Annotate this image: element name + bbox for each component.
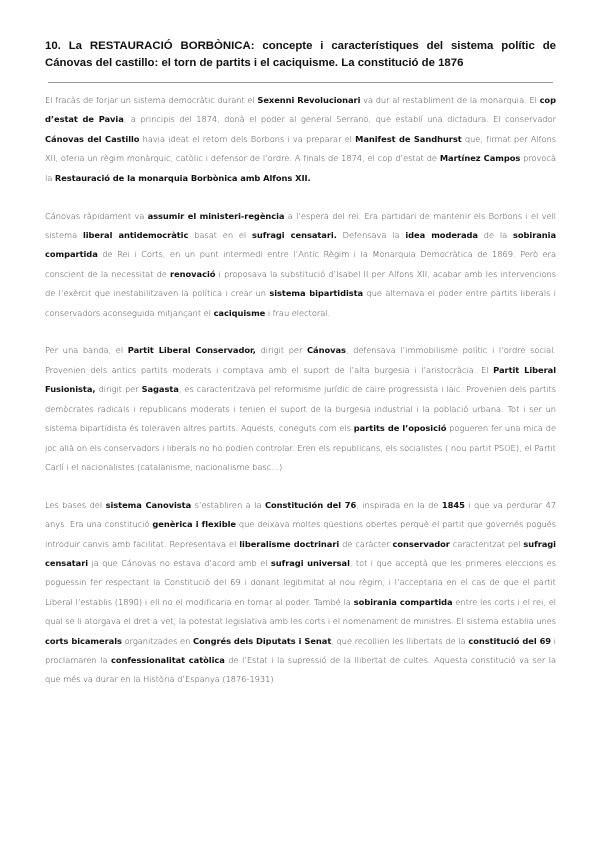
text-run: de caràcter <box>339 538 393 549</box>
bold-term: Cánovas del Castillo <box>45 133 140 144</box>
bold-term: sobirania compartida <box>353 596 453 607</box>
paragraph-restoration-origins <box>45 91 556 188</box>
bold-term: conservador <box>392 538 450 549</box>
text-run: dirigit per <box>95 384 142 395</box>
bold-term: constitució del 69 <box>468 635 552 646</box>
document-title: 10. La RESTAURACIÓ BORBÒNICA: concepte i característiques del sistema polític de Cánovas del castillo: el torn de partits i el caciquisme. La constitució de 1876 <box>45 40 556 69</box>
bold-term: sufragi censatari <box>45 538 556 569</box>
bold-term: genèrica i flexible <box>152 519 236 530</box>
paragraph-political-parties <box>45 341 556 477</box>
text-run: basat en el <box>188 229 252 240</box>
bold-term: sufragi censatari. <box>252 229 337 240</box>
text-run: de l’Estat i la supressió de la llibertat de cultes. Aquesta constitució va ser la que més va durar en la Història d’Espanya (1876-1931) <box>45 655 556 685</box>
text-run: Les bases del <box>45 499 106 510</box>
text-run: , que recollien les llibertats de la <box>331 635 469 646</box>
text-run: i que va perdurar 47 anys. Era una constitució <box>45 499 556 530</box>
bold-term: sistema Canovista <box>105 499 192 510</box>
bold-term: Partit Liberal Fusionista, <box>45 364 556 395</box>
bold-term: confessionalitat catòlica <box>110 655 225 666</box>
bold-term: assumir el ministeri-regència <box>147 210 285 221</box>
text-run: i frau electoral. <box>265 307 331 318</box>
text-run: i proposava la substitució d’Isabel II per Alfons XII, acabar amb les intervencions de l’exèrcit que inestabilitzaven la política i crear un <box>45 268 557 299</box>
bold-term: Sexenni Revolucionari <box>257 95 361 105</box>
text-run: El fracàs de forjar un sistema democràtic durant el <box>45 95 258 105</box>
bold-term: Martínez Campos <box>439 153 521 164</box>
bold-term: renovació <box>170 268 216 279</box>
bold-term: caciquisme <box>213 307 266 318</box>
text-run: ja que Cánovas no estava d’acord amb el <box>88 558 271 569</box>
text-run: Cánovas ràpidament va <box>45 210 148 221</box>
text-run: , inspirada en la de <box>356 499 442 510</box>
bold-term: corts bicamerals <box>45 635 122 646</box>
text-run: dirigit per <box>255 345 307 356</box>
text-run: , a principis del 1874, donà el poder al general Serrano, que establí una dictadura. El conservador <box>123 114 556 125</box>
bold-term: sufragi universal <box>270 558 350 569</box>
bold-term: 1845 <box>441 499 465 510</box>
text-run: de la <box>477 229 513 240</box>
text-run: Defensava la <box>336 229 406 240</box>
text-run: havia ideat el retorn dels Borbons i va preparar el <box>139 133 356 144</box>
text-run: entre les corts i el rei, el qual se li atorgava el dret a vet, la potestat legislativa amb les corts i el nomenament de ministres. El sistema establia unes <box>45 596 557 627</box>
bold-term: Partit Liberal Conservador, <box>127 345 256 356</box>
text-run: pogueren fer una mica de joc allà on els conservadors i liberals no ho podien controlar. Eren els republicans, els socialistes ( nou partit PSOE), el Partit Carlí i el nacionalistes (catalanisme, nacionalisme basc...) <box>45 423 557 472</box>
bold-term: Congrés dels Diputats i Senat <box>193 635 332 646</box>
text-run: i proclamaren la <box>45 635 557 666</box>
bold-term: Cánovas <box>307 345 346 356</box>
text-run: , es caracteritzava pel reformisme jurídic de caire progressista i laic. Provenien dels partits demòcrates radicals i republicans moderats i tenien el suport de la burgesia industrial i la població urbana. Tot i ser un sistema bipartidista és toleraven altres partits. Aquests, coneguts com els <box>45 384 556 434</box>
bold-term: Constitución del 76 <box>264 499 357 510</box>
paragraph-canovas-system <box>45 207 556 323</box>
bold-term: Restauració de la monarquia Borbònica amb Alfons XII. <box>54 172 311 183</box>
title-divider <box>48 82 553 83</box>
text-run: organitzades en <box>121 635 194 646</box>
text-run: Per una banda, el <box>45 345 128 356</box>
text-run: a l’espera del rei. Era partidari de mantenir els Borbons i el vell sistema <box>45 210 557 240</box>
text-run: , defensava l’immobilisme polític i l’ordre social. Provenien dels antics partits moderats i comptava amb el suport de l’alta burgesia i l’aristocràcia. El <box>45 345 557 375</box>
bold-term: Sagasta <box>141 384 179 395</box>
paragraph-constitution-1876 <box>45 496 556 690</box>
text-run: que alternava el poder entre partits liberals i conservadors aconseguida mitjançant el <box>45 288 556 318</box>
text-run: va dur al restabliment de la monarquia. El <box>360 95 540 105</box>
bold-term: sistema bipartidista <box>269 288 364 299</box>
text-run: , tot i que acceptà que les primeres eleccions es poguessin fer respectant la Constitució del 69 i donant legitimitat al nou règim, i l’acceptaria en el cas de que el partit Liberal l’establis (1890) i ell no el modificaria en tornar al poder. També la <box>45 558 556 607</box>
bold-term: partits de l’oposició <box>353 423 447 434</box>
bold-term: sobirania compartida <box>45 229 557 260</box>
text-run: que, firmat per Alfons XII, oferia un règim monàrquic, catòlic i defensor de l’ordre. A finals de 1874, el cop d’estat de <box>45 133 556 164</box>
bold-term: idea moderada <box>405 229 478 240</box>
text-run: provocà la <box>45 153 556 183</box>
text-run: caracteritzat pel <box>449 538 524 549</box>
bold-term: liberalisme doctrinari <box>239 538 340 549</box>
text-run: que deixava moltes qüestions obertes perquè el partit que governés pogués introduir canvis amb facilitat. Representava el <box>45 519 556 549</box>
bold-term: Manifest de Sandhurst <box>355 133 462 144</box>
bold-term: liberal antidemocràtic <box>82 229 189 240</box>
text-run: s’establiren a la <box>191 499 265 510</box>
text-run: de Rei i Corts, en un punt intermedi entre l’Antic Règim i la Monarquia Democràtica de 1869. Però era conscient de la necessitat de <box>45 249 556 279</box>
bold-term: cop d’estat de Pavia <box>45 95 556 125</box>
